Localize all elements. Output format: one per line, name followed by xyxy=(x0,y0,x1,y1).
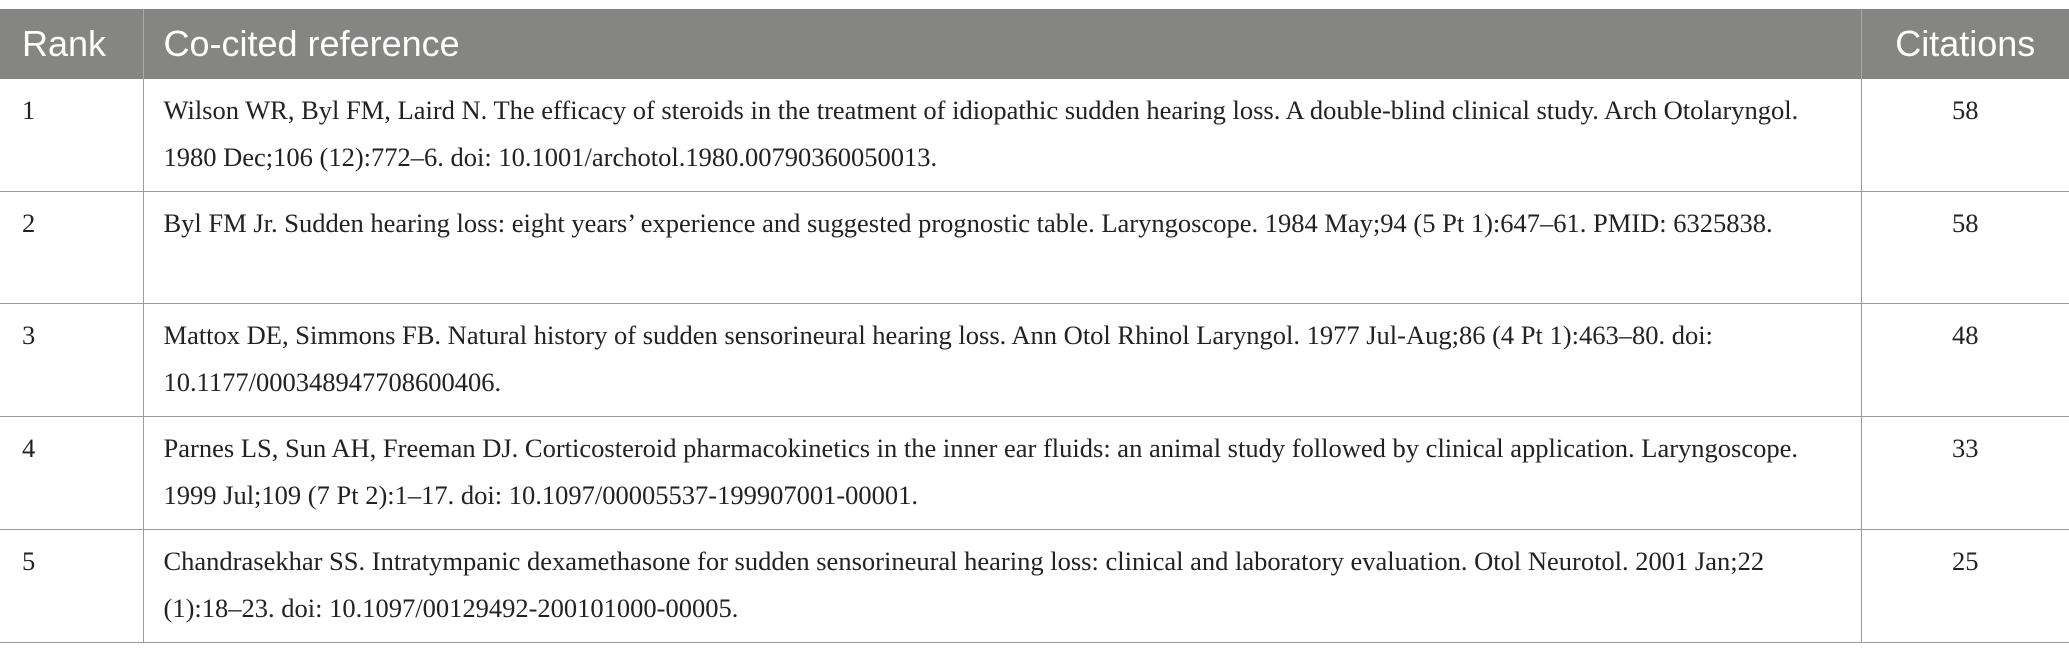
citations-cell: 58 xyxy=(1861,192,2069,304)
rank-cell: 1 xyxy=(0,79,143,192)
reference-cell: Byl FM Jr. Sudden hearing loss: eight years’ experience and suggested prognostic table. Laryngoscope. 1984 May;94 (5 Pt 1):647–61. PMID: 6325838. xyxy=(143,192,1861,304)
header-citations: Citations xyxy=(1861,9,2069,79)
header-row xyxy=(0,9,2069,79)
table-row xyxy=(0,304,2069,417)
citations-cell: 33 xyxy=(1861,417,2069,530)
table-row xyxy=(0,530,2069,643)
table-body xyxy=(0,79,2069,643)
citations-cell: 48 xyxy=(1861,304,2069,417)
header-rank: Rank xyxy=(0,9,143,79)
reference-cell: Chandrasekhar SS. Intratympanic dexamethasone for sudden sensorineural hearing loss: clinical and laboratory evaluation. Otol Neurotol. 2001 Jan;22 (1):18–23. doi: 10.1097/00129492-200101000-00005. xyxy=(143,530,1861,643)
table-row xyxy=(0,79,2069,192)
co-cited-references-table-container xyxy=(0,9,2069,643)
reference-cell: Parnes LS, Sun AH, Freeman DJ. Corticosteroid pharmacokinetics in the inner ear fluids: an animal study followed by clinical application. Laryngoscope. 1999 Jul;109 (7 Pt 2):1–17. doi: 10.1097/00005537-199907001-00001. xyxy=(143,417,1861,530)
table-row xyxy=(0,417,2069,530)
citations-cell: 25 xyxy=(1861,530,2069,643)
co-cited-references-table xyxy=(0,9,2069,643)
reference-cell: Wilson WR, Byl FM, Laird N. The efficacy of steroids in the treatment of idiopathic sudden hearing loss. A double-blind clinical study. Arch Otolaryngol. 1980 Dec;106 (12):772–6. doi: 10.1001/archotol.1980.00790360050013. xyxy=(143,79,1861,192)
rank-cell: 3 xyxy=(0,304,143,417)
table-row xyxy=(0,192,2069,304)
rank-cell: 4 xyxy=(0,417,143,530)
header-reference: Co-cited reference xyxy=(143,9,1861,79)
reference-cell: Mattox DE, Simmons FB. Natural history of sudden sensorineural hearing loss. Ann Otol Rhinol Laryngol. 1977 Jul-Aug;86 (4 Pt 1):463–80. doi: 10.1177/000348947708600406. xyxy=(143,304,1861,417)
rank-cell: 2 xyxy=(0,192,143,304)
table-header xyxy=(0,9,2069,79)
citations-cell: 58 xyxy=(1861,79,2069,192)
rank-cell: 5 xyxy=(0,530,143,643)
